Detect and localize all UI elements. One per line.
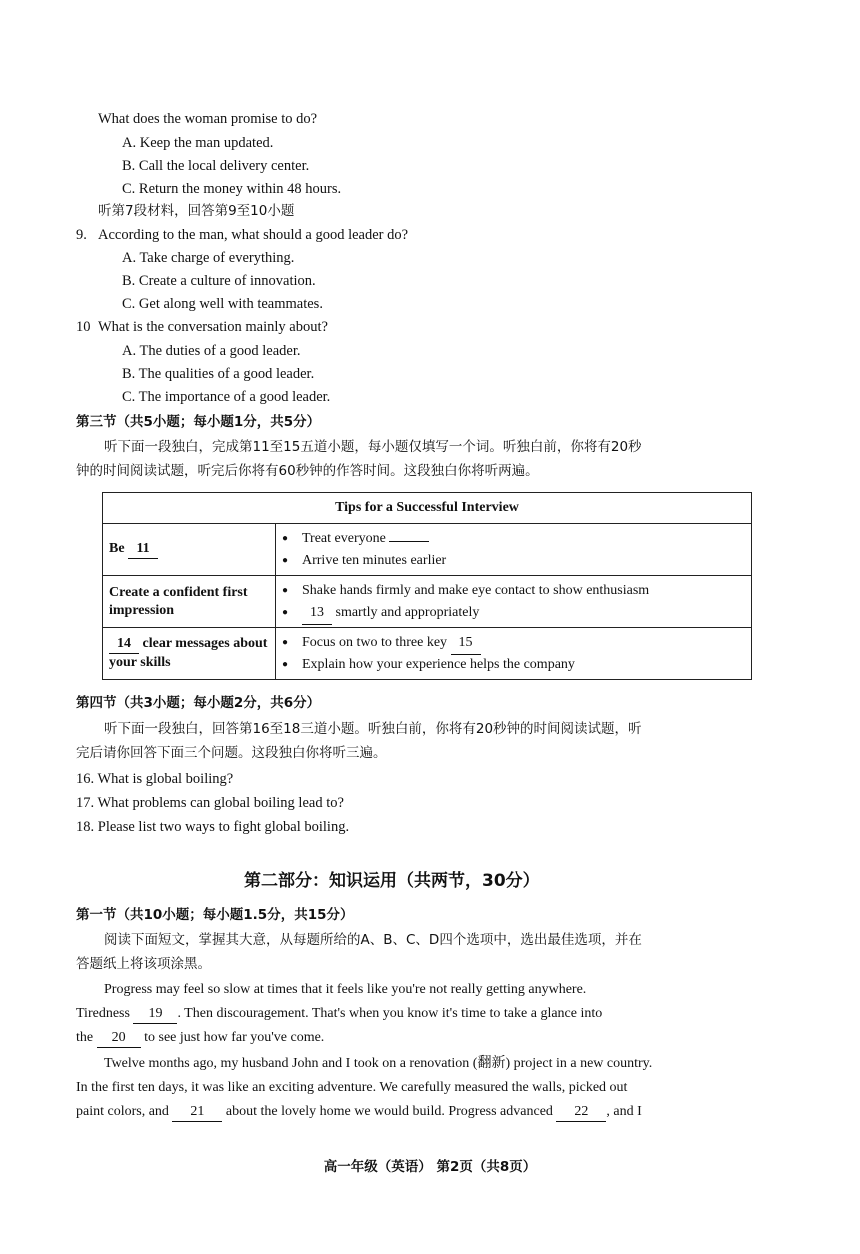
list-item: ● Explain how your experience helps the company [282, 654, 745, 676]
list-item: ● Treat everyone [282, 528, 745, 550]
q8-option-c: C. Return the money within 48 hours. [122, 181, 342, 197]
part2-section1-header: 第一节（共10小题；每小题1.5分，共15分） [76, 907, 354, 923]
interview-tips-table [102, 492, 752, 680]
material-note: 听第7段材料，回答第9至10小题 [98, 203, 295, 219]
q17: 17. What problems can global boiling lead to? [76, 795, 344, 811]
blank-13: 13 [302, 602, 332, 625]
passage-p1-line3: the 20 to see just how far you've come. [76, 1029, 324, 1048]
section3-header: 第三节（共5小题；每小题1分，共5分） [76, 414, 321, 430]
list-item: ● Shake hands firmly and make eye contact to show enthusiasm [282, 580, 745, 602]
section3-instructions-1: 听下面一段独白，完成第11至15五道小题，每小题仅填写一个词。听独白前，你将有20秒 [104, 439, 642, 455]
table-row [103, 576, 752, 628]
q10-stem: What is the conversation mainly about? [98, 319, 328, 335]
passage-p2-line1: Twelve months ago, my husband John and I took on a renovation (翻新) project in a new country. [104, 1056, 653, 1071]
blank-14: 14 [109, 635, 139, 654]
q9-option-c: C. Get along well with teammates. [122, 296, 323, 312]
part2-instructions-1: 阅读下面短文，掌握其大意，从每题所给的A、B、C、D四个选项中，选出最佳选项，并在 [104, 932, 642, 948]
q9-stem: According to the man, what should a good leader do? [98, 227, 409, 243]
blank-19: 19 [133, 1005, 177, 1024]
q10-number: 10 [76, 319, 91, 335]
table-row [103, 628, 752, 680]
table-row [103, 524, 752, 576]
list-item: ● Arrive ten minutes earlier [282, 550, 745, 572]
blank-21: 21 [172, 1103, 222, 1122]
section4-instructions-1: 听下面一段独白，回答第16至18三道小题。听独白前，你将有20秒钟的时间阅读试题，听 [104, 721, 642, 737]
passage-p2-line2: In the first ten days, it was like an exciting adventure. We carefully measured the walls, picked out [76, 1080, 628, 1095]
section4-instructions-2: 完后请你回答下面三个问题。这段独白你将听三遍。 [76, 745, 387, 761]
list-item: ● Focus on two to three key 15 [282, 632, 745, 654]
q8-option-b: B. Call the local delivery center. [122, 158, 310, 174]
blank-12 [389, 541, 429, 542]
q8-stem: What does the woman promise to do? [98, 111, 318, 127]
blank-20: 20 [97, 1029, 141, 1048]
blank-22: 22 [556, 1103, 606, 1122]
section4-header: 第四节（共3小题；每小题2分，共6分） [76, 695, 321, 711]
q9-number: 9. [76, 227, 87, 243]
row-items [276, 576, 752, 628]
list-item: ● 13 smartly and appropriately [282, 602, 745, 624]
row-label: Create a confident first impression [103, 576, 276, 628]
q8-option-a: A. Keep the man updated. [122, 135, 274, 151]
q10-option-c: C. The importance of a good leader. [122, 389, 331, 405]
blank-15: 15 [451, 632, 481, 655]
blank-11: 11 [128, 540, 158, 559]
row-items [276, 524, 752, 576]
q18: 18. Please list two ways to fight global boiling. [76, 819, 350, 835]
table-title: Tips for a Successful Interview [103, 493, 752, 524]
q9-option-b: B. Create a culture of innovation. [122, 273, 316, 289]
q10-option-a: A. The duties of a good leader. [122, 343, 301, 359]
row-label: 14 clear messages about your skills [103, 628, 276, 680]
part2-title: 第二部分：知识运用（共两节，30分） [244, 871, 540, 891]
row-items [276, 628, 752, 680]
page-footer: 高一年级（英语） 第2页（共8页） [323, 1159, 537, 1175]
passage-p2-line3: paint colors, and 21 about the lovely home we would build. Progress advanced 22 , and I [76, 1103, 642, 1122]
passage-p1-line2: Tiredness 19 . Then discouragement. That's when you know it's time to take a glance into [76, 1005, 602, 1024]
row-label: Be 11 [103, 524, 276, 576]
part2-instructions-2: 答题纸上将该项涂黑。 [76, 956, 211, 972]
passage-p1-line1: Progress may feel so slow at times that it feels like you're not really getting anywhere. [104, 982, 587, 997]
section3-instructions-2: 钟的时间阅读试题，听完后你将有60秒钟的作答时间。这段独白你将听两遍。 [76, 463, 539, 479]
q16: 16. What is global boiling? [76, 771, 234, 787]
q10-option-b: B. The qualities of a good leader. [122, 366, 315, 382]
q9-option-a: A. Take charge of everything. [122, 250, 295, 266]
